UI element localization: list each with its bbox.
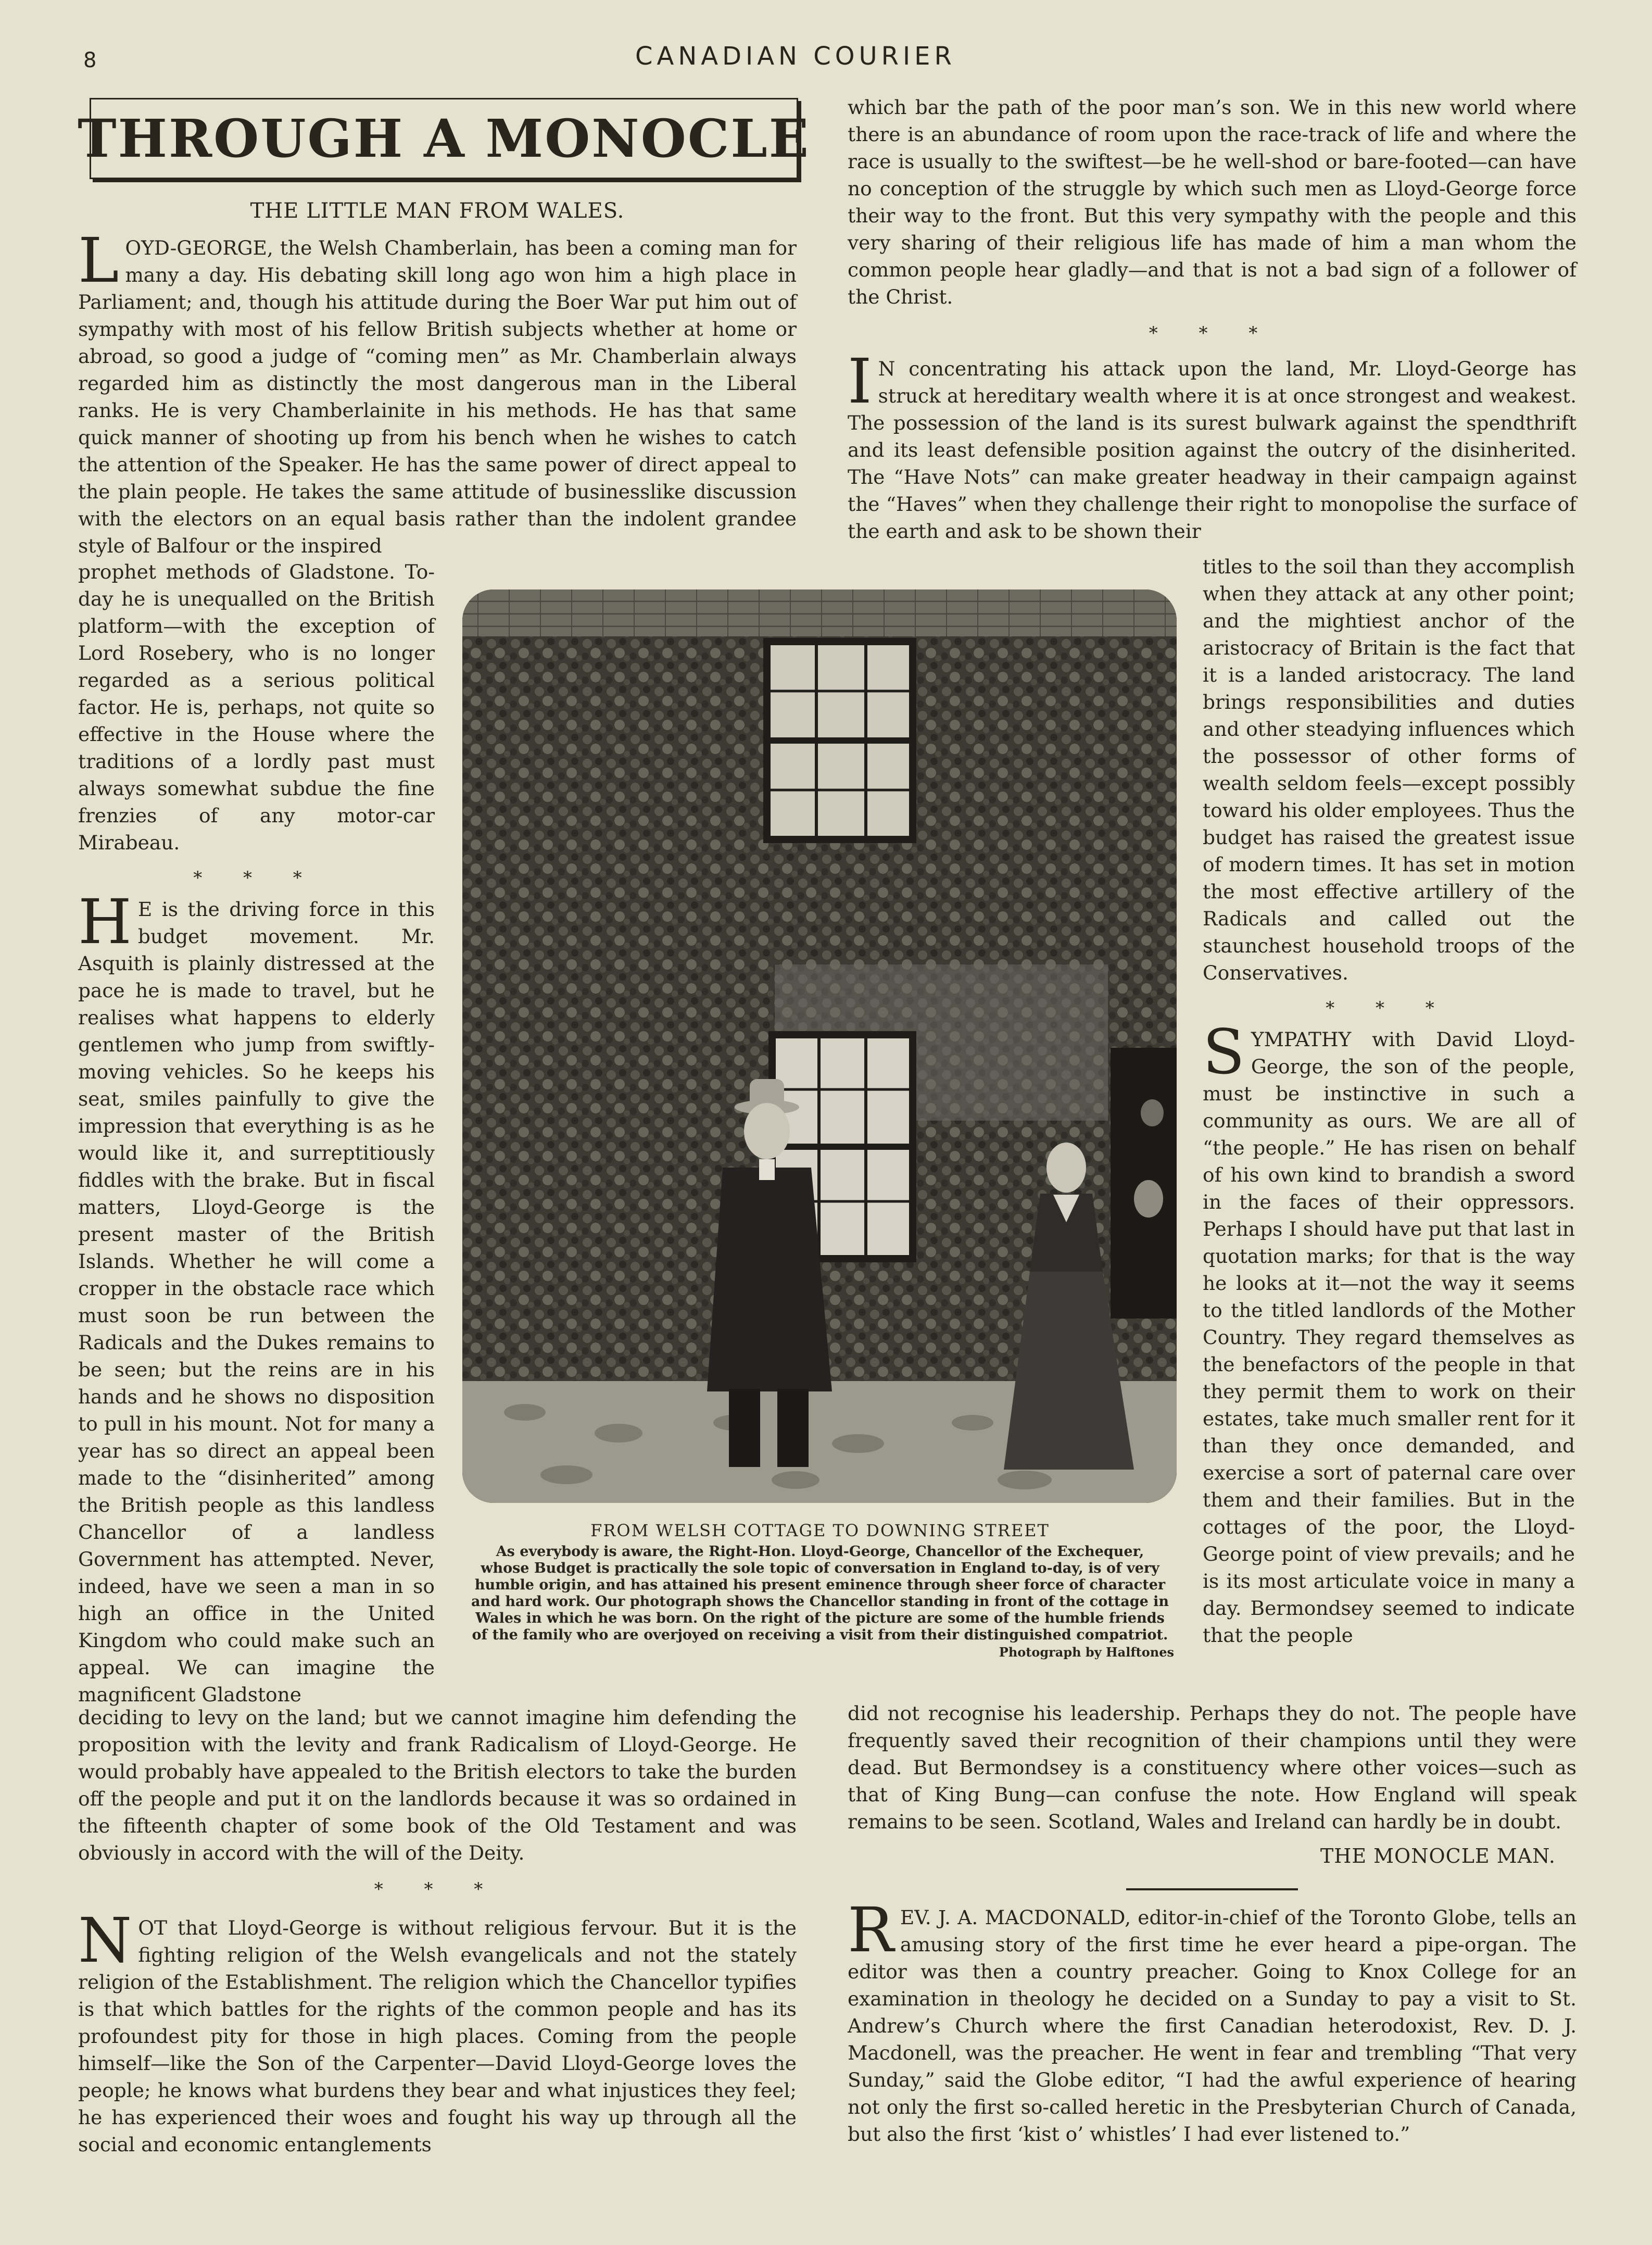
paragraph-3-text: OT that Lloyd-George is without religious fervour. But it is the fighting religion of the Welsh evangelicals and not the stately religion of the Establishment. The religion which the Chancellor typifies is that which battles for the rights of the common people and has its profoundest pity for those in high places. Coming from the people himself—like the Son of the Carpenter—David Lloyd-George loves the people; he knows what burdens they bear and what injustices they feel; he has experienced their woes and fought his way up through all the social and economic entanglements [78, 1916, 797, 2156]
drop-cap-l: L [78, 224, 119, 296]
photo-illustration [462, 590, 1177, 1503]
drop-cap-s: S [1203, 1016, 1245, 1088]
cottage-photograph [462, 590, 1177, 1503]
left-narrow-column [78, 558, 435, 1708]
paragraph-4-continued: titles to the soil than they accomplish when they attack at any other point; and the mightiest anchor of the aristocracy of Britain is the fact that it is a landed aristocracy. The land brings responsibilities and duties and other steadying influences which the possessor of other forms of wealth seldom feels—except possibly toward his older employees. Thus the budget has raised the greatest issue of modern times. It has set in motion the most effective artillery of the Radicals and called out the staunchest household troops of the Conservatives. [1203, 555, 1575, 984]
paragraph-2-text: E is the driving force in this budget movement. Mr. Asquith is plainly distressed at the pace he is made to travel, but he realises what happens to elderly gentlemen who jump from swiftly-moving vehicles. So he keeps his seat, smiles painfully to give the impression that everything is as he would like it, and surreptitiously fiddles with the brake. But in fiscal matters, Lloyd-George is the present master of the British Islands. Whether he will come a cropper in the obstacle race which must soon be run between the Radicals and the Dukes remains to be seen; but the reins are in his hands and he shows no disposition to pull in his mount. Not for many a year has so direct an appeal been made to the “disinherited” among the British people as this landless Chancellor of a landless Government has attempted. Never, indeed, have we seen a man in so high an office in the United Kingdom who could make such an appeal. We can imagine the magnificent Gladstone [78, 898, 435, 1706]
separator-rule [1126, 1888, 1298, 1890]
right-narrow-column [1203, 553, 1575, 1649]
column-title-box [78, 98, 810, 179]
section-divider: * * * [193, 868, 320, 888]
anecdote-text: EV. J. A. MACDONALD, editor-in-chief of the Toronto Globe, tells an amusing story of the first time he ever heard a pipe-organ. The editor was then a country preacher. Going to Knox College for an examination in theology he decided on a Sunday to pay a visit to St. Andrew’s Church where the first Canadian heterodoxist, Rev. D. J. Macdonell, was the preacher. He went in fear and trembling “That very Sunday,” said the Globe editor, “I had the awful experience of hearing not only the first so-called heretic in the Presbyterian Church of Canada, but also the first ‘kist o’ whistles’ I had ever listened to.” [848, 1906, 1577, 2146]
paragraph-2-continued: deciding to levy on the land; but we cannot imagine him defending the proposition with the levity and frank Radicalism of Lloyd-George. He would probably have appealed to the British electors to take the burden off the people and put it on the landlords because it was so ordained in the fifteenth chapter of some book of the Old Testament and was obviously in accord with the will of the Deity. [78, 1706, 797, 1864]
photo-credit: Photograph by Halftones [999, 1645, 1174, 1660]
drop-cap-i: I [848, 345, 872, 417]
caption-title: FROM WELSH COTTAGE TO DOWNING STREET [590, 1521, 1050, 1540]
column-title: THROUGH A MONOCLE [78, 108, 810, 169]
section-divider: * * * [1149, 323, 1276, 344]
photo-caption [456, 1521, 1184, 1660]
paragraph-4-text: N concentrating his attack upon the land, Mr. Lloyd-George has struck at hereditary wealth where it is at once strongest and weakest. The possession of the land is its surest bulwark against the spendthrift and its least defensible position against the outcry of the disinherited. The “Have Nots” can make greater headway in their campaign against the “Haves” when they challenge their right to monopolise the surface of the earth and ask to be shown their [848, 357, 1577, 543]
drop-cap-n: N [78, 1904, 132, 1976]
caption-text: As everybody is aware, the Right-Hon. Lloyd-George, Chancellor of the Exchequer, whose Budget is practically the sole topic of conversation in England to-day, is of very humble origin, and has attained his present eminence through sheer force of character and hard work. Our photograph shows the Chancellor standing in front of the cottage in Wales in which he was born. On the right of the picture are some of the humble friends of the family who are overjoyed on receiving a visit from their distinguished compatriot. [471, 1544, 1169, 1643]
drop-cap-r: R [848, 1894, 894, 1966]
paragraph-5-continued-a: did not recognise his leadership. [848, 1702, 1181, 1725]
paragraph-1-continued: prophet methods of Gladstone. To-day he is unequalled on the British platform—with the exception of Lord Rosebery, who is no longer regarded as a serious political factor. He is, perhaps, not quite so effective in the House where the traditions of a lordly past must always somewhat subdue the fine frenzies of any motor-car Mirabeau. [78, 560, 435, 854]
right-upper-column [848, 94, 1577, 545]
paragraph-3-continued: which bar the path of the poor man’s son. We in this new world where there is an abundance of room upon the race-track of life and where the race is usually to the swiftest—be he well-shod or bare-footed—can have no conception of the struggle by which such men as Lloyd-George force their way to the front. But this very sympathy with the people and this very sharing of their religious life has made of him a man whom the common people hear gladly—and that is not a bad sign of a follower of the Christ. [848, 96, 1577, 308]
article-subtitle: THE LITTLE MAN FROM WALES. [250, 199, 625, 223]
section-divider: * * * [374, 1879, 501, 1900]
running-header: CANADIAN COURIER [635, 42, 956, 71]
anecdote [848, 1894, 1577, 2148]
drop-cap-h: H [78, 886, 132, 958]
paragraph-1-text: OYD-GEORGE, the Welsh Chamberlain, has been a coming man for many a day. His debating skill long ago won him a high place in Parliament; and, though his attitude during the Boer War put him out of sympathy with most of his fellow British subjects whether at home or abroad, so good a judge of “coming men” as Mr. Chamberlain always regarded him as distinctly the most dangerous man in the Liberal ranks. He is very Chamberlainite in his methods. He has that same quick manner of shooting up from his bench when he wishes to catch the attention of the Speaker. He has the same power of direct appeal to the plain people. He takes the same attitude of businesslike discussion with the electors on an equal basis rather than the indolent grandee style of Balfour or the inspired [78, 236, 797, 557]
left-lower-column [78, 1704, 797, 2158]
section-divider: * * * [1326, 998, 1452, 1019]
article-paragraph-1 [78, 224, 797, 559]
page-number: 8 [83, 48, 98, 72]
paragraph-5-text: YMPATHY with David Lloyd-George, the son of the people, must be instinctive in such a community as ours. We are all of “the people.” He has risen on behalf of his own kind to brandish a sword in the faces of their oppressors. Perhaps I should have put that last in quotation marks; for that is the way he looks at it—not the way it seems to the titled landlords of the Mother Country. They regard themselves as the benefactors of the people in that they permit them to work on their estates, take much smaller rent for it than they once demanded, and exercise a sort of paternal care over them and their families. But in the cottages of the poor, the Lloyd-George point of view prevails; and he is its most articulate voice in many a day. Bermondsey seemed to indicate that the people [1203, 1028, 1575, 1647]
right-lower-column [848, 1700, 1577, 2148]
article-signature: THE MONOCLE MAN. [1320, 1845, 1556, 1867]
paragraph-5-continued-b: Perhaps they do not. The people have frequently saved their recognition of their champions until they were dead. But Bermondsey is a constituency where other voices—such as that of King Bung—can confuse the note. How England will speak remains to be seen. Scotland, Wales and Ireland can hardly be in doubt. [848, 1702, 1577, 1833]
